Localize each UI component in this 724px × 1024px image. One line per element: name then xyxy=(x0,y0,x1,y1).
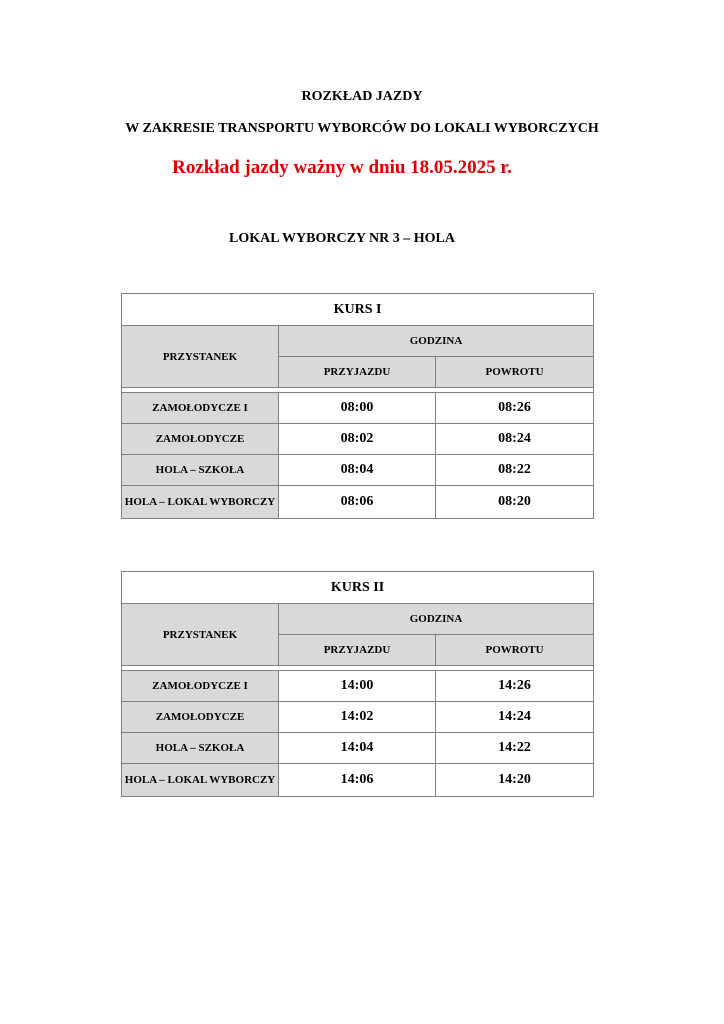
arrival-time: 14:04 xyxy=(279,733,436,764)
table-row xyxy=(122,424,594,455)
stop-name: HOLA – SZKOŁA xyxy=(122,733,279,764)
return-time: 08:24 xyxy=(436,424,594,455)
arrival-time: 08:00 xyxy=(279,393,436,424)
table-row xyxy=(122,733,594,764)
validity-date: Rozkład jazdy ważny w dniu 18.05.2025 r. xyxy=(172,157,512,178)
table-row xyxy=(122,455,594,486)
table-row xyxy=(122,702,594,733)
column-header-time: GODZINA xyxy=(279,604,594,635)
timetable-course-2 xyxy=(121,571,594,797)
column-header-stop: PRZYSTANEK xyxy=(122,326,279,388)
table-row xyxy=(122,764,594,797)
document-subtitle: W ZAKRESIE TRANSPORTU WYBORCÓW DO LOKALI WYBORCZYCH xyxy=(125,121,599,136)
arrival-time: 14:06 xyxy=(279,764,436,797)
course-title: KURS I xyxy=(122,294,594,326)
return-time: 14:26 xyxy=(436,671,594,702)
return-time: 08:20 xyxy=(436,486,594,519)
timetable-course-1 xyxy=(121,293,594,519)
polling-station-heading: LOKAL WYBORCZY NR 3 – HOLA xyxy=(229,231,455,246)
arrival-time: 08:06 xyxy=(279,486,436,519)
document-title: ROZKŁAD JAZDY xyxy=(301,89,423,104)
column-header-arrival: PRZYJAZDU xyxy=(279,357,436,388)
return-time: 08:22 xyxy=(436,455,594,486)
table-row xyxy=(122,486,594,519)
return-time: 14:22 xyxy=(436,733,594,764)
stop-name: ZAMOŁODYCZE I xyxy=(122,671,279,702)
arrival-time: 14:02 xyxy=(279,702,436,733)
column-header-stop: PRZYSTANEK xyxy=(122,604,279,666)
arrival-time: 08:02 xyxy=(279,424,436,455)
stop-name: ZAMOŁODYCZE I xyxy=(122,393,279,424)
stop-name: HOLA – SZKOŁA xyxy=(122,455,279,486)
stop-name: HOLA – LOKAL WYBORCZY xyxy=(122,486,279,519)
arrival-time: 08:04 xyxy=(279,455,436,486)
column-header-return: POWROTU xyxy=(436,357,594,388)
return-time: 08:26 xyxy=(436,393,594,424)
return-time: 14:24 xyxy=(436,702,594,733)
column-header-time: GODZINA xyxy=(279,326,594,357)
course-title: KURS II xyxy=(122,572,594,604)
column-header-arrival: PRZYJAZDU xyxy=(279,635,436,666)
table-row xyxy=(122,671,594,702)
column-header-return: POWROTU xyxy=(436,635,594,666)
arrival-time: 14:00 xyxy=(279,671,436,702)
stop-name: ZAMOŁODYCZE xyxy=(122,702,279,733)
table-row xyxy=(122,393,594,424)
stop-name: ZAMOŁODYCZE xyxy=(122,424,279,455)
return-time: 14:20 xyxy=(436,764,594,797)
stop-name: HOLA – LOKAL WYBORCZY xyxy=(122,764,279,797)
